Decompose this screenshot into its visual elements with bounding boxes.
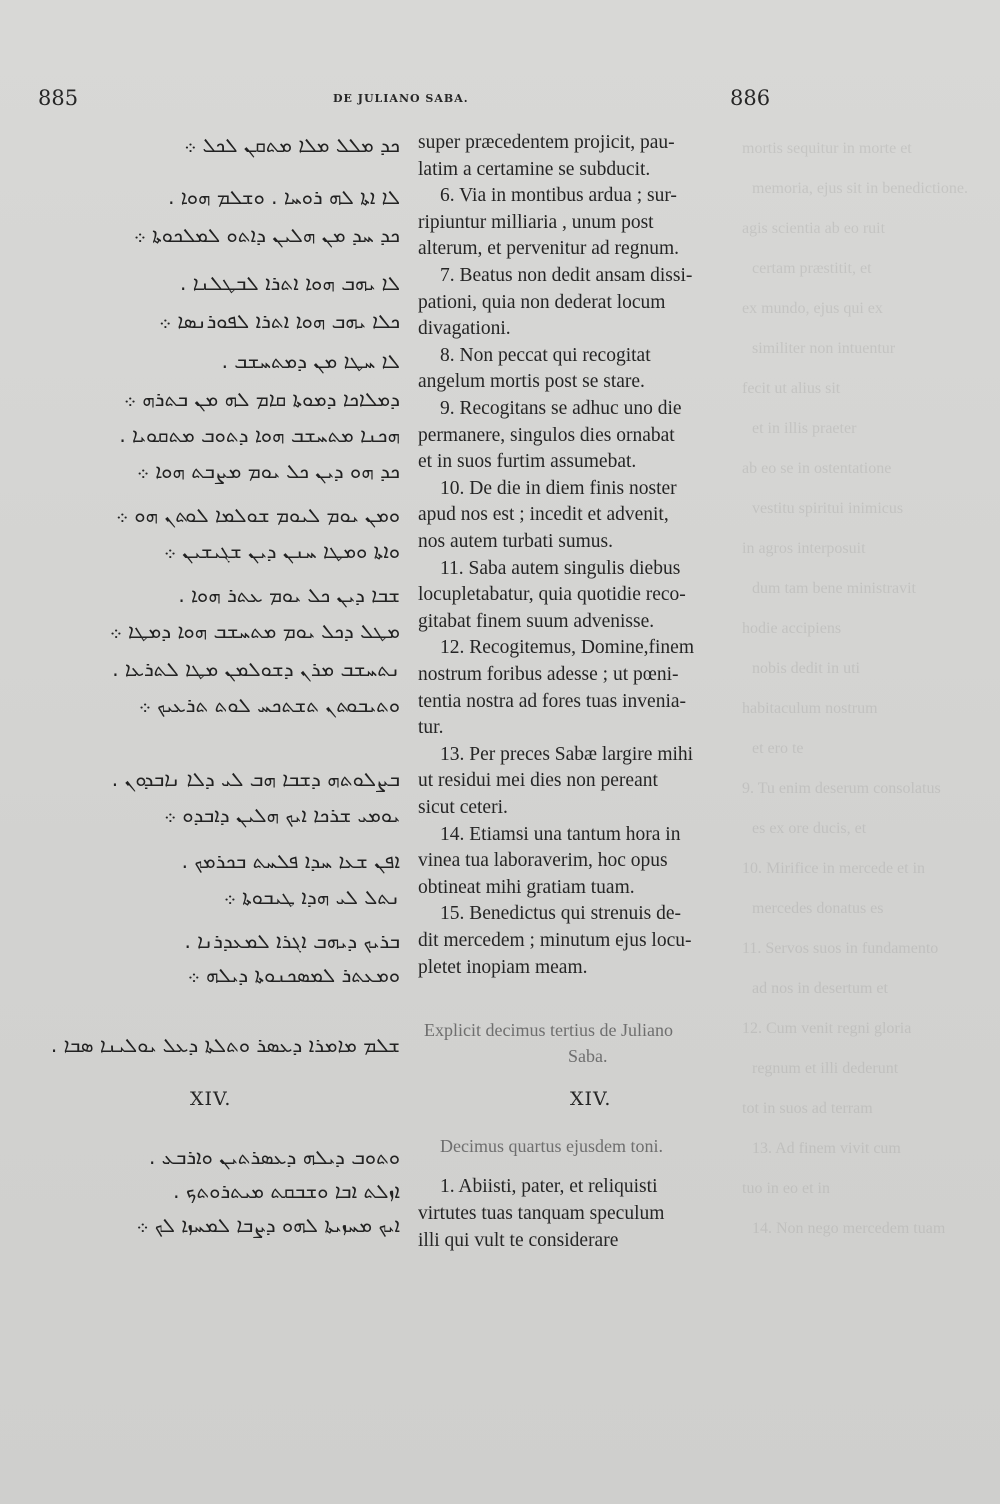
latin-line: tentia nostra ad fores tuas invenia- — [418, 690, 687, 712]
latin-line: 12. Recogitemus, Domine,finem — [440, 637, 694, 659]
latin-line: ripiuntur milliaria , unum post — [418, 211, 654, 233]
latin-line: dit mercedem ; minutum ejus locu- — [418, 930, 692, 951]
bleed-line: 12. Cum venit regni gloria — [742, 1020, 912, 1037]
bleed-line: ex mundo, ejus qui ex — [742, 300, 883, 317]
syriac-line: ܝܘܡܝ ܫܪܟܐ ܐܝܟ ܗܠܝܢ ܕܐܒܕܘ ܀ — [164, 803, 400, 827]
latin-line: gitabat finem suum advenisse. — [418, 610, 655, 632]
bleed-line: tuo in eo et in — [742, 1180, 830, 1197]
bleed-line: ad nos in desertum et — [752, 980, 888, 997]
latin-line-after: 1. Abiisti, pater, et reliquisti — [440, 1176, 658, 1197]
bleed-line: memoria, ejus sit in benedictione. — [752, 180, 968, 197]
bleed-line: nobis dedit in uti — [752, 660, 860, 677]
syriac-line: ܠܐ ܝܗܒ ܗܘܐ ܐܬܪܐ ܠܒܛܠܢܐ . — [180, 271, 400, 295]
latin-line: alterum, et pervenitur ad regnum. — [418, 238, 679, 260]
latin-line: permanere, singulos dies ornabat — [418, 424, 675, 446]
bleed-line: similiter non intuentur — [752, 340, 896, 357]
syriac-line: ܒܪܝܟ ܕܝܗܒ ܐܓܪܐ ܠܡܥܕܪܢܐ . — [184, 929, 400, 953]
explicit-line-1: Explicit decimus tertius de Juliano — [424, 1020, 673, 1040]
syriac-line: ܘܐܬܐ ܘܡܛܐ ܚܢܢ ܕܝܢ ܫܓܝܫܝܢ ܀ — [163, 539, 400, 563]
bleed-line: 14. Non nego mercedem tuam — [752, 1220, 946, 1237]
latin-line: locupletabatur, quia quotidie reco- — [418, 584, 686, 606]
syriac-line: ܘܡܥܬܪ ܠܡܣܟܢܘܬܐ ܕܝܠܗ ܀ — [187, 963, 400, 987]
syriac-subscription: ܫܠܡ ܡܐܡܪܐ ܕܥܣܪ ܘܬܠܬܐ ܕܥܠ ܝܘܠܝܢܐ ܣܒܐ . — [50, 1033, 400, 1057]
page-number-left: 885 — [38, 86, 79, 110]
latin-line: 6. Via in montibus ardua ; sur- — [440, 185, 677, 207]
bleed-line: regnum et illi dederunt — [752, 1060, 899, 1077]
syriac-line: ܕܡܠܐܟܐ ܕܡܘܬܐ ܩܐܡ ܠܗ ܡܢ ܒܬܪܗ ܀ — [123, 387, 400, 411]
bleed-line: habitaculum nostrum — [742, 700, 878, 717]
bleed-line: hodie accipiens — [742, 620, 842, 637]
syriac-line: ܐܦܢ ܫܥܐ ܚܕܐ ܦܠܚܬ ܒܟܪܡܟ . — [181, 849, 400, 873]
bleed-line: 9. Tu enim deserum consolatus — [742, 780, 941, 797]
bleed-line: ab eo se in ostentatione — [742, 460, 892, 477]
bleed-line: mortis sequitur in morte et — [742, 140, 912, 157]
syriac-line-after: ܐܝܟ ܡܚܙܝܬܐ ܠܗܘ ܕܨܒܐ ܠܡܚܙܐ ܠܟ ܀ — [136, 1213, 400, 1237]
syriac-line: ܡܛܠ ܕܟܠ ܝܘܡ ܡܬܚܫܒ ܗܘܐ ܕܡܛܐ ܀ — [109, 619, 400, 643]
section-number-latin: XIV. — [570, 1088, 612, 1110]
bleed-line: dum tam bene ministravit — [752, 580, 916, 597]
syriac-line: ܟܕ ܡܠܠ ܡܠܐ ܡܬܩܢ ܠܟܠ ܀ — [184, 133, 400, 157]
syriac-line: ܘܡܢ ܝܘܡ ܠܝܘܡ ܫܘܠܡܐ ܠܘܬܢ ܗܘ ܀ — [115, 503, 400, 527]
syriac-line: ܢܬܚܫܒ ܡܪܢ ܕܫܘܠܡܢ ܡܛܐ ܠܬܪܥܐ . — [112, 657, 400, 681]
latin-line-after: illi qui vult te considerare — [418, 1230, 619, 1251]
bleed-line: 11. Servos suos in fundamento — [742, 940, 939, 957]
latin-line: vinea tua laboraverim, hoc opus — [418, 850, 668, 872]
syriac-line: ܗܟܢܐ ܡܬܚܫܒ ܗܘܐ ܕܬܘܒ ܡܬܩܘܝܐ . — [119, 423, 400, 447]
page-number-right: 886 — [730, 86, 771, 110]
latin-line: 9. Recogitans se adhuc uno die — [440, 398, 682, 419]
syriac-line: ܫܒܐ ܕܝܢ ܟܠ ܝܘܡ ܥܬܪ ܗܘܐ . — [178, 583, 400, 607]
syriac-line-after: ܐܙܠܬ ܐܒܐ ܘܫܒܩܬ ܡܝܬܪܘܬܟ . — [173, 1179, 400, 1203]
latin-line: 7. Beatus non dedit ansam dissi- — [440, 265, 693, 286]
bleed-line: in agros interposuit — [742, 540, 866, 557]
latin-line: angelum mortis post se stare. — [418, 371, 645, 393]
latin-line: 10. De die in diem finis noster — [440, 477, 677, 499]
latin-line: ut residui mei dies non pereant — [418, 770, 658, 792]
bleed-line: vestitu spiritui inimicus — [752, 500, 904, 517]
section-number-syriac: XIV. — [190, 1088, 232, 1110]
bleed-line: fecit ut alius sit — [742, 380, 841, 397]
explicit-line-2: Saba. — [568, 1046, 608, 1066]
bleed-line: agis scientia ab eo ruit — [742, 220, 886, 237]
bleed-line: mercedes donatus es — [752, 900, 884, 917]
syriac-line: ܠܐ ܚܛܐ ܡܢ ܕܡܬܚܫܒ . — [221, 349, 400, 373]
latin-line: 13. Per preces Sabæ largire mihi — [440, 743, 694, 765]
bleed-line: certam præstitit, et — [752, 260, 872, 277]
syriac-line: ܢܬܠ ܠܝ ܗܕܐ ܛܝܒܘܬܐ ܀ — [223, 885, 400, 909]
latin-line: pationi, quia non dederat locum — [418, 291, 666, 313]
syriac-line: ܘܬܝܒܘܬܢ ܬܫܬܟܚ ܠܘܬ ܬܪܥܝܟ ܀ — [138, 693, 400, 717]
latin-line: sicut ceteri. — [418, 797, 508, 818]
bleed-line: tot in suos ad terram — [742, 1100, 873, 1117]
latin-line: divagationi. — [418, 318, 511, 340]
syriac-line: ܟܠܐ ܝܗܒ ܗܘܐ ܐܬܪܐ ܠܦܘܪܢܣܐ ܀ — [159, 309, 400, 333]
latin-line: 14. Etiamsi una tantum hora in — [440, 823, 681, 845]
syriac-line: ܟܕ ܗܘ ܕܝܢ ܟܠ ܝܘܡ ܡܨܒܬ ܗܘܐ ܀ — [136, 459, 400, 483]
syriac-line: ܟܕ ܚܕ ܡܢ ܗܠܝܢ ܕܐܬܘ ܠܡܠܟܘܬܐ ܀ — [133, 223, 400, 247]
latin-line: tur. — [418, 717, 444, 739]
latin-line-after: virtutes tuas tanquam speculum — [418, 1203, 665, 1224]
latin-line: latim a certamine se subducit. — [418, 158, 651, 180]
bleed-line: 13. Ad finem vivit cum — [752, 1140, 901, 1157]
latin-line: 8. Non peccat qui recogitat — [440, 344, 651, 366]
latin-line: obtineat mihi gratiam tuam. — [418, 876, 635, 898]
bleed-line: et in illis praeter — [752, 420, 857, 437]
incipit: Decimus quartus ejusdem toni. — [440, 1136, 663, 1156]
bleed-line: et ero te — [752, 740, 804, 757]
latin-line: apud nos est ; incedit et advenit, — [418, 504, 669, 526]
latin-line: et in suos furtim assumebat. — [418, 451, 637, 473]
latin-line: super præcedentem projicit, pau- — [418, 132, 675, 153]
syriac-line: ܠܐ ܐܬܐ ܠܗ ܪܘܚܐ . ܘܫܠܡ ܗܘܐ . — [168, 185, 400, 209]
latin-line: 11. Saba autem singulis diebus — [440, 557, 681, 579]
bleed-line: es ex ore ducis, et — [752, 820, 867, 837]
bleed-line: 10. Mirifice in mercede et in — [742, 860, 926, 877]
running-title: DE JULIANO SABA. — [333, 92, 469, 105]
latin-line: pletet inopiam meam. — [418, 956, 588, 978]
syriac-line-after: ܘܬܘܒ ܕܝܠܗ ܕܥܣܪܬܝܢ ܘܐܪܒܥ . — [148, 1145, 400, 1169]
latin-line: nostrum foribus adesse ; ut pœni- — [418, 664, 679, 685]
latin-line: nos autem turbati sumus. — [418, 531, 613, 552]
page-header — [0, 86, 1000, 116]
latin-line: 15. Benedictus qui strenuis de- — [440, 903, 681, 925]
syriac-line: ܒܨܠܘܬܗ ܕܫܒܐ ܗܒ ܠܝ ܕܠܐ ܢܐܒܕܘܢ . — [111, 767, 400, 791]
